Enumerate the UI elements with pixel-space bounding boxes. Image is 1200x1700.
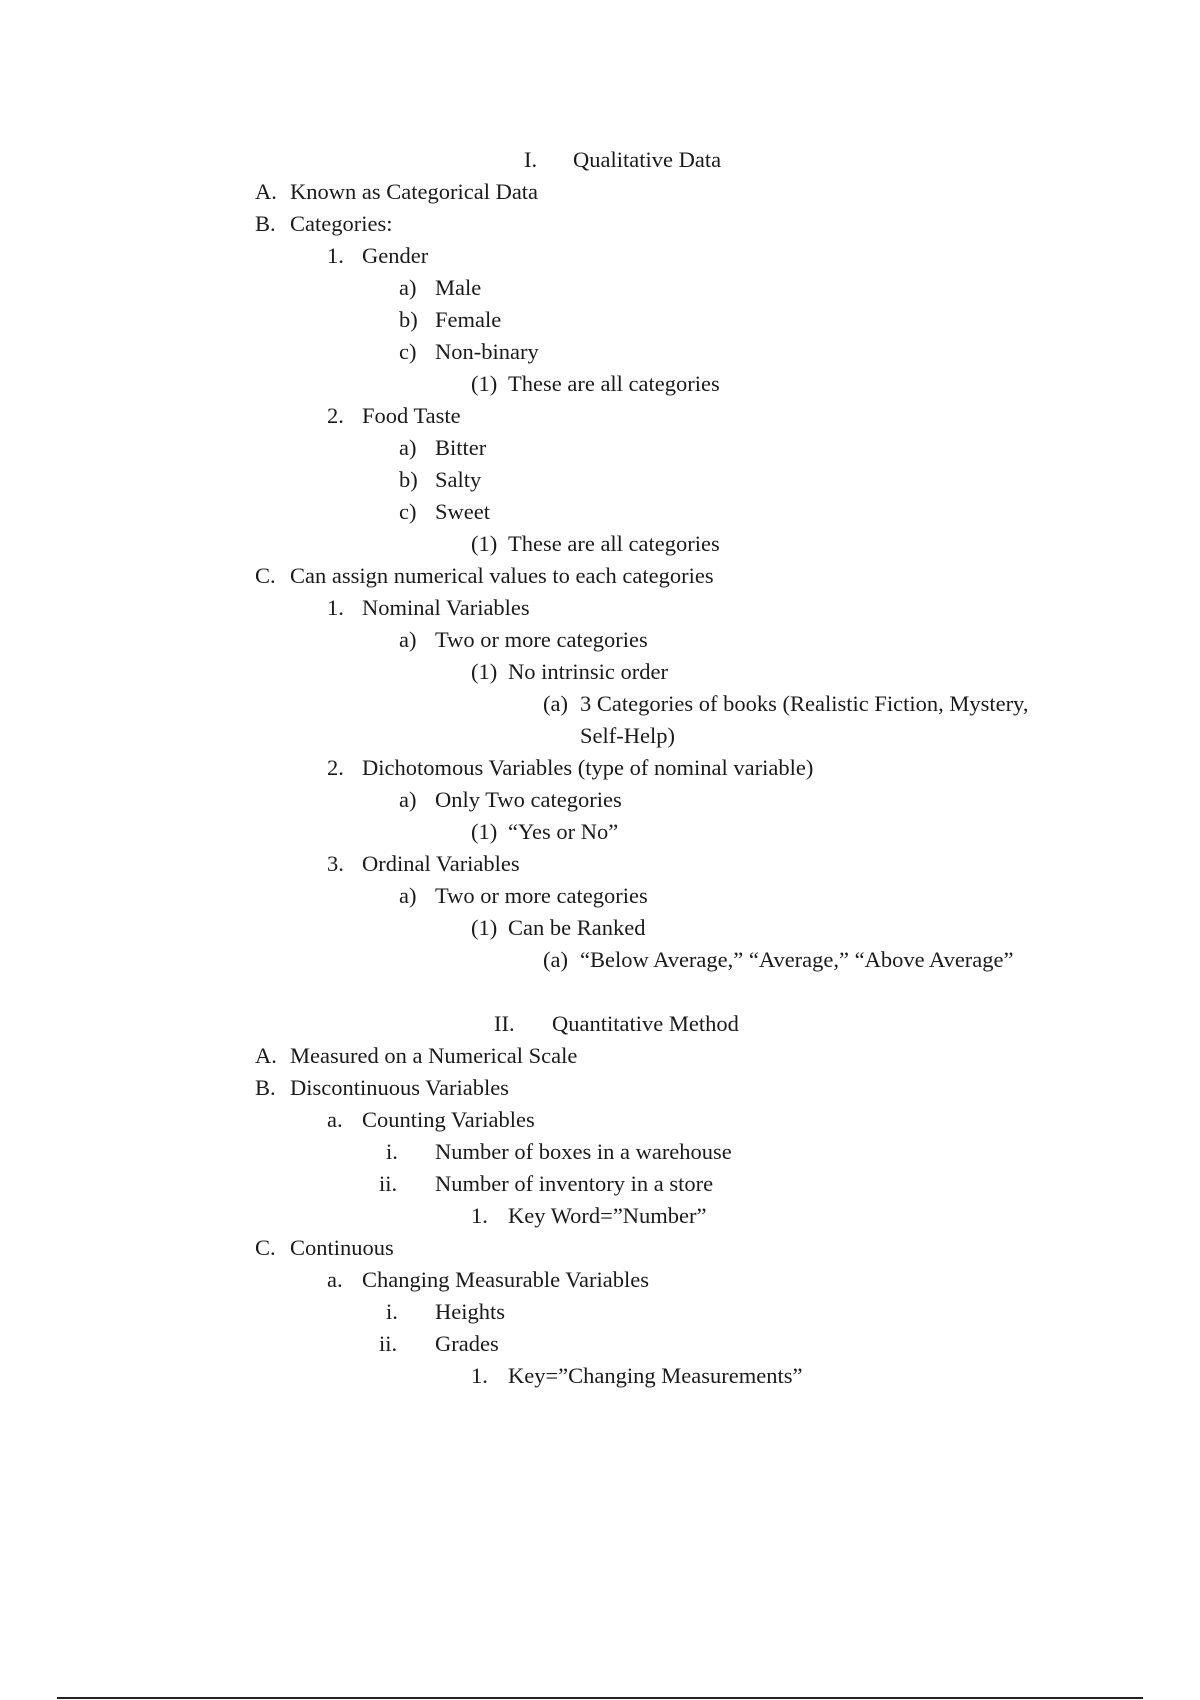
item-marker: a) bbox=[399, 883, 417, 908]
item-marker: B. bbox=[255, 1075, 276, 1100]
item-marker: a) bbox=[399, 627, 417, 652]
item-marker: A. bbox=[255, 1043, 277, 1068]
item-marker: i. bbox=[386, 1299, 398, 1324]
item-marker: (1) bbox=[471, 531, 498, 556]
item-marker: 1. bbox=[327, 595, 344, 620]
item-marker: 1. bbox=[471, 1203, 488, 1228]
section-numeral: I. bbox=[524, 147, 538, 172]
item-marker: (a) bbox=[543, 947, 568, 972]
item-text: Continuous bbox=[290, 1235, 394, 1260]
item-marker: (1) bbox=[471, 915, 498, 940]
item-marker: 1. bbox=[471, 1363, 488, 1388]
item-text: Number of inventory in a store bbox=[435, 1171, 714, 1196]
item-marker: a. bbox=[327, 1267, 343, 1292]
item-text: Key Word=”Number” bbox=[508, 1203, 707, 1228]
item-text: Discontinuous Variables bbox=[290, 1075, 509, 1100]
item-text: Can assign numerical values to each categories bbox=[290, 563, 714, 588]
item-text: Two or more categories bbox=[435, 883, 648, 908]
item-text: Self-Help) bbox=[580, 723, 675, 748]
item-marker: 2. bbox=[327, 403, 344, 428]
item-text: Counting Variables bbox=[362, 1107, 535, 1132]
item-marker: a) bbox=[399, 275, 417, 300]
item-marker: c) bbox=[399, 339, 417, 364]
item-text: Grades bbox=[435, 1331, 499, 1356]
item-text: Nominal Variables bbox=[362, 595, 530, 620]
section-title: Quantitative Method bbox=[552, 1011, 739, 1036]
item-marker: (a) bbox=[543, 691, 568, 716]
item-marker: b) bbox=[399, 467, 418, 492]
item-marker: (1) bbox=[471, 371, 498, 396]
item-marker: B. bbox=[255, 211, 276, 236]
item-marker: a. bbox=[327, 1107, 343, 1132]
item-text: These are all categories bbox=[508, 371, 720, 396]
section-numeral: II. bbox=[494, 1011, 515, 1036]
item-marker: ii. bbox=[379, 1171, 398, 1196]
section-title: Qualitative Data bbox=[573, 147, 722, 172]
item-text: Two or more categories bbox=[435, 627, 648, 652]
item-marker: i. bbox=[386, 1139, 398, 1164]
item-marker: C. bbox=[255, 563, 276, 588]
item-text: Only Two categories bbox=[435, 787, 622, 812]
item-text: Categories: bbox=[290, 211, 393, 236]
item-text: Known as Categorical Data bbox=[290, 179, 539, 204]
item-text: Salty bbox=[435, 467, 482, 492]
item-text: Number of boxes in a warehouse bbox=[435, 1139, 732, 1164]
item-marker: a) bbox=[399, 787, 417, 812]
item-text: Measured on a Numerical Scale bbox=[290, 1043, 578, 1068]
item-text: Key=”Changing Measurements” bbox=[508, 1363, 803, 1388]
item-marker: ii. bbox=[379, 1331, 398, 1356]
item-marker: C. bbox=[255, 1235, 276, 1260]
item-text: Can be Ranked bbox=[508, 915, 646, 940]
item-marker: b) bbox=[399, 307, 418, 332]
item-marker: 3. bbox=[327, 851, 344, 876]
page-bottom-rule bbox=[57, 1697, 1143, 1699]
item-marker: 1. bbox=[327, 243, 344, 268]
item-text: “Below Average,” “Average,” “Above Average” bbox=[580, 947, 1014, 972]
item-text: Male bbox=[435, 275, 482, 300]
item-text: Food Taste bbox=[362, 403, 461, 428]
item-text: Heights bbox=[435, 1299, 505, 1324]
item-marker: (1) bbox=[471, 659, 498, 684]
item-text: Changing Measurable Variables bbox=[362, 1267, 650, 1292]
item-text: These are all categories bbox=[508, 531, 720, 556]
item-text: 3 Categories of books (Realistic Fiction, Mystery, bbox=[580, 691, 1029, 716]
item-marker: 2. bbox=[327, 755, 344, 780]
item-marker: a) bbox=[399, 435, 417, 460]
item-marker: (1) bbox=[471, 819, 498, 844]
item-text: Non-binary bbox=[435, 339, 539, 364]
item-text: Gender bbox=[362, 243, 429, 268]
item-marker: A. bbox=[255, 179, 277, 204]
item-text: Ordinal Variables bbox=[362, 851, 520, 876]
item-text: Dichotomous Variables (type of nominal variable) bbox=[362, 755, 814, 780]
item-text: No intrinsic order bbox=[508, 659, 668, 684]
item-text: “Yes or No” bbox=[508, 819, 619, 844]
item-text: Female bbox=[435, 307, 502, 332]
item-text: Sweet bbox=[435, 499, 490, 524]
item-marker: c) bbox=[399, 499, 417, 524]
item-text: Bitter bbox=[435, 435, 487, 460]
